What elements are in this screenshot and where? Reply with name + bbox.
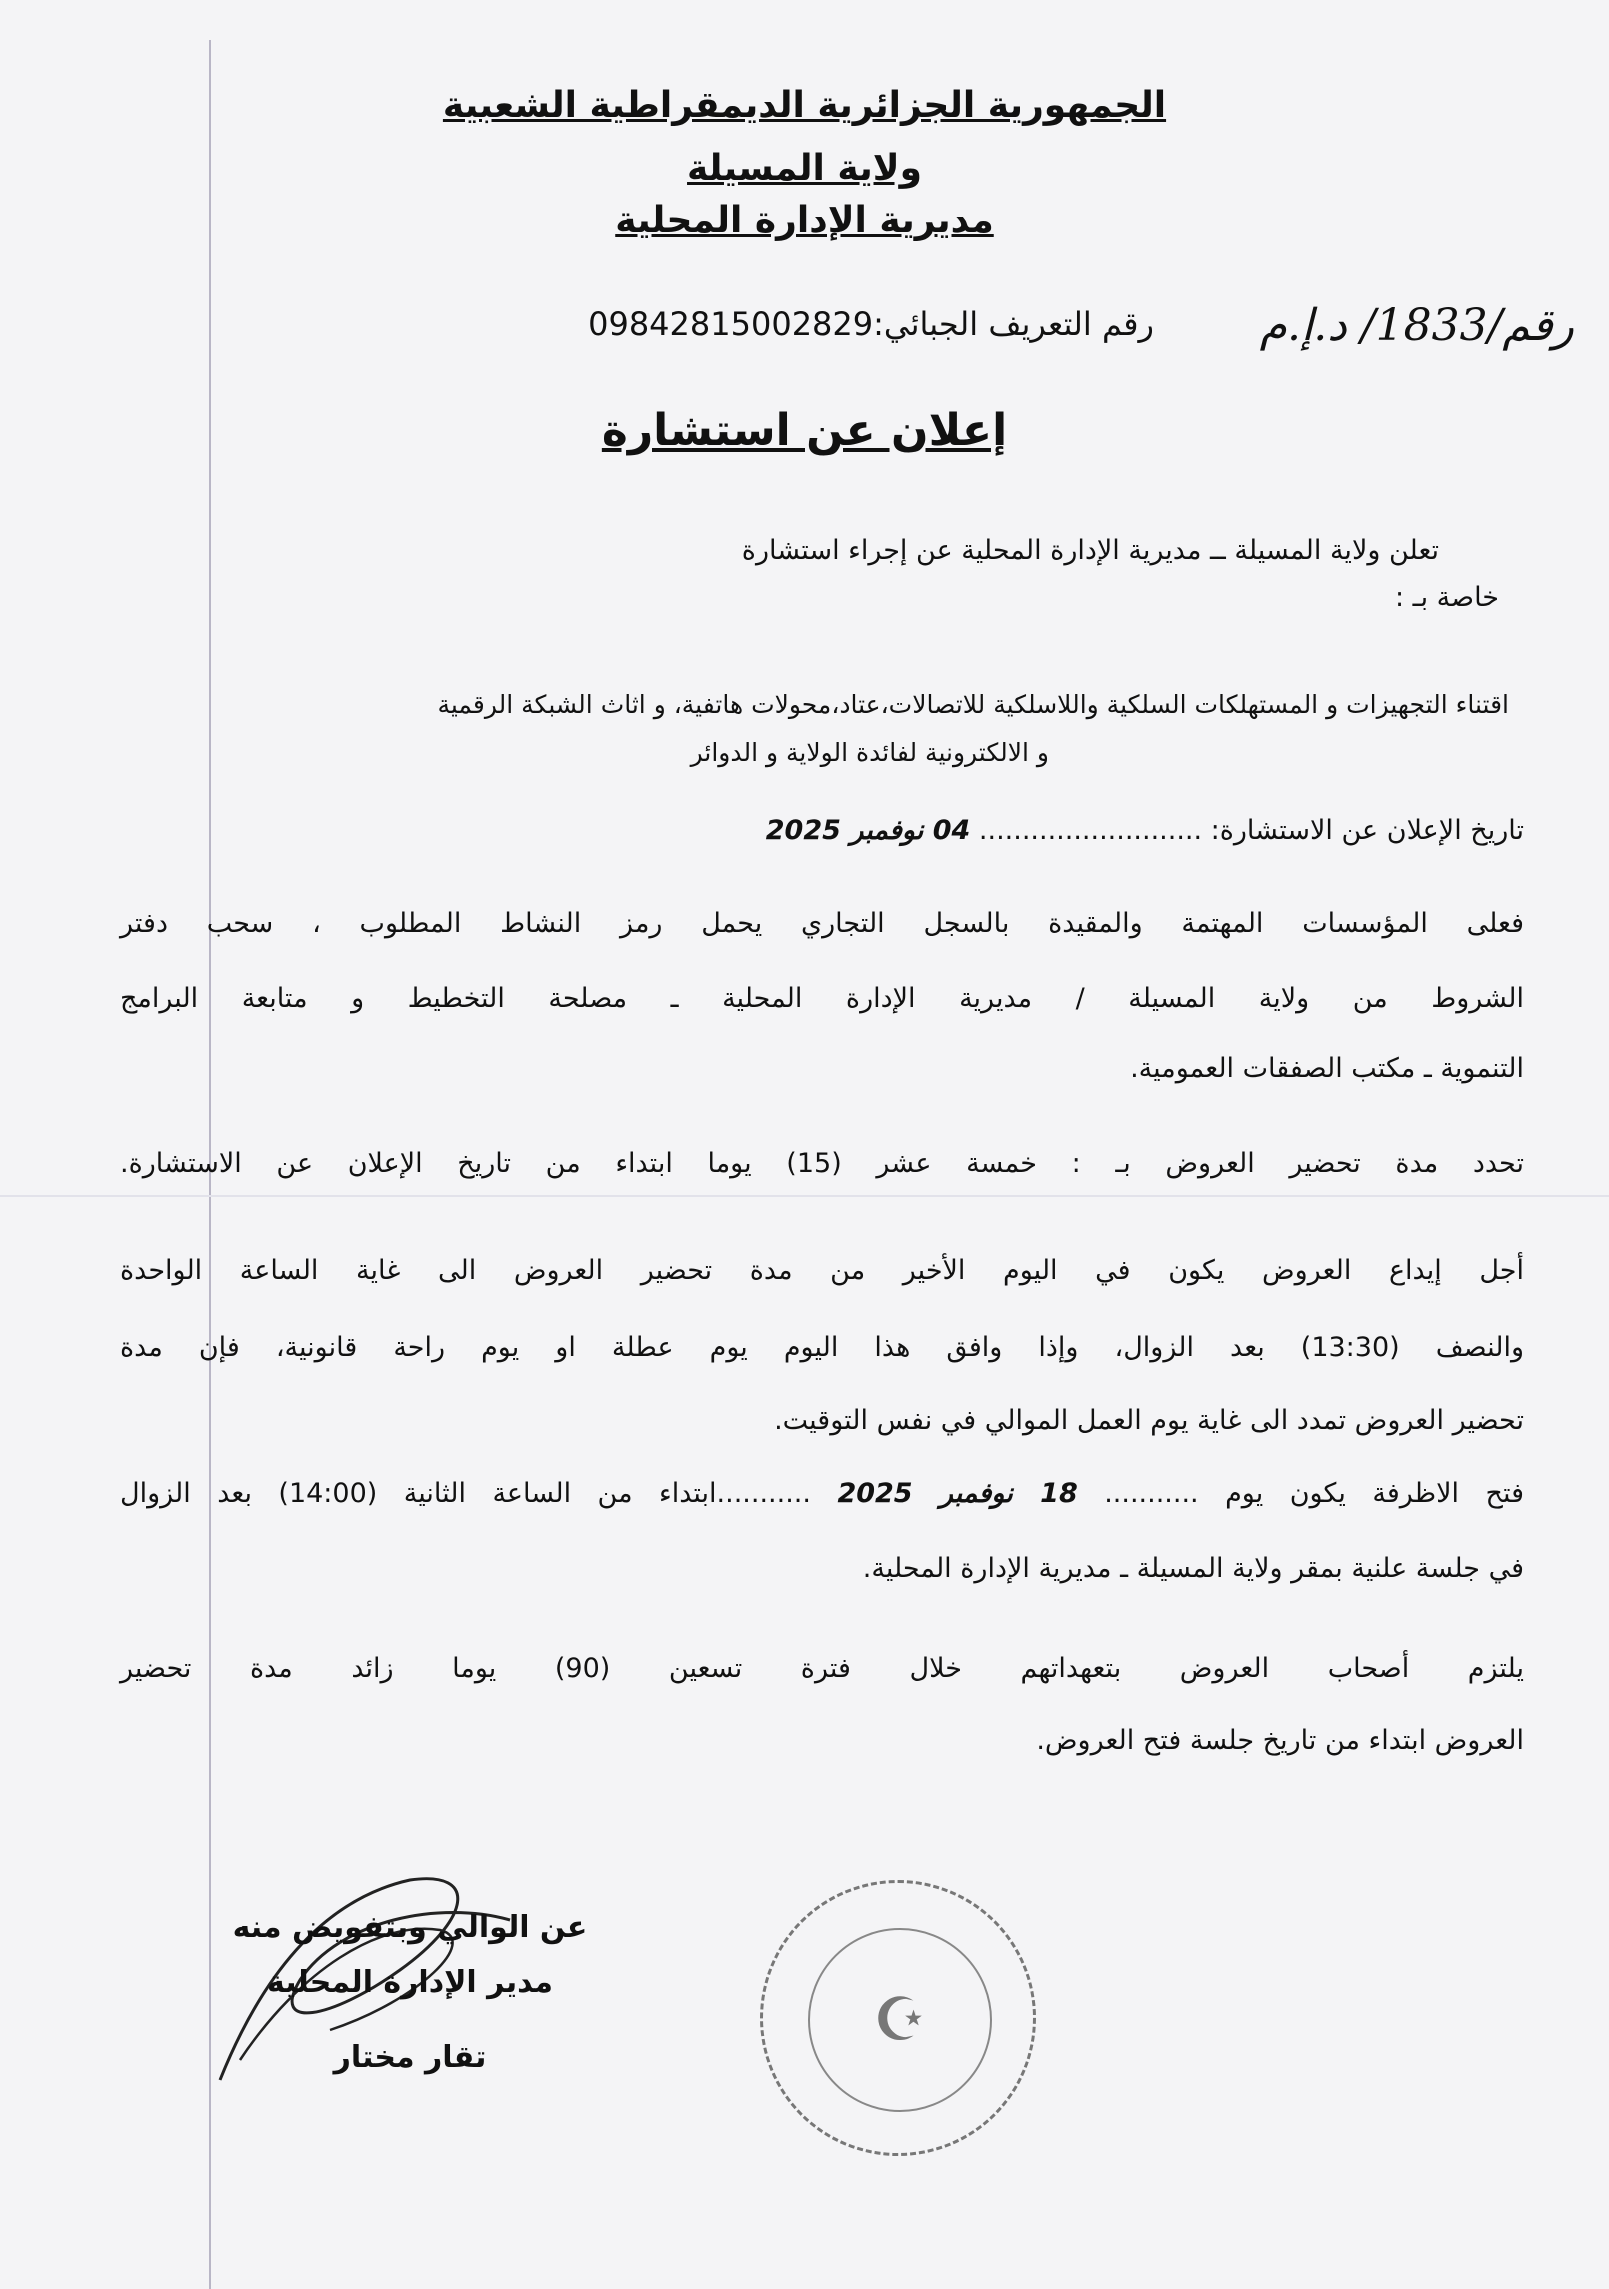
header-republic: الجمهورية الجزائرية الديمقراطية الشعبية (442, 85, 1167, 126)
para1-line-1: فعلى المؤسسات المهتمة والمقيدة بالسجل التجاري يحمل رمز النشاط المطلوب ، سحب دفتر (120, 908, 1524, 939)
date-value: 04 نوفمبر 2025 (765, 815, 971, 846)
signature-block (170, 1910, 650, 2095)
para5-line-1: يلتزم أصحاب العروض بتعهداتهم خلال فترة تسعين (90) يوما زائد مدة تحضير (120, 1653, 1524, 1684)
opening-label: فتح الاظرفة يكون يوم ........... (1104, 1478, 1524, 1509)
opening-time: ...........ابتداء من الساعة الثانية (14:00) بعد الزوال (120, 1478, 811, 1509)
tax-id (588, 305, 1154, 343)
header-wilaya: ولاية المسيلة (687, 148, 922, 189)
tax-id-value: 09842815002829 (588, 305, 874, 343)
announcement-date (766, 815, 1524, 846)
para4-line-2: في جلسة علنية بمقر ولاية المسيلة ـ مديرية الإدارة المحلية. (862, 1553, 1524, 1584)
signatory-name: تقار مختار (333, 2040, 487, 2075)
subject-line-2: و الالكترونية لفائدة الولاية و الدوائر (690, 738, 1049, 767)
para4-line-1 (120, 1478, 1524, 1509)
document-title: إعلان عن استشارة (601, 405, 1008, 456)
crescent-star-emblem-icon: ☪ (808, 1928, 992, 2112)
header-directorate: مديرية الإدارة المحلية (615, 200, 994, 241)
subject-line-1: اقتناء التجهيزات و المستهلكات السلكية واللاسلكية للاتصالات،عتاد،محولات هاتفية، و اثاث الشبكة الرقمية (437, 690, 1509, 719)
intro-line-2: خاصة بـ : (1394, 582, 1499, 613)
intro-line-1: تعلن ولاية المسيلة ــ مديرية الإدارة المحلية عن إجراء استشارة (741, 535, 1439, 566)
para5-line-2: العروض ابتداء من تاريخ جلسة فتح العروض. (1036, 1725, 1524, 1756)
para3-line-1: أجل إيداع العروض يكون في اليوم الأخير من مدة تحضير العروض الى غاية الساعة الواحدة (120, 1255, 1524, 1286)
para3-line-3: تحضير العروض تمدد الى غاية يوم العمل الموالي في نفس التوقيت. (774, 1405, 1524, 1436)
tax-id-label: رقم التعريف الجبائي: (873, 305, 1154, 343)
handwritten-reference: رقم/1833/ د.إ.م (1259, 300, 1574, 351)
signature-line-2: مدير الإدارة المحلية (267, 1965, 553, 2000)
paper-fold (0, 1195, 1609, 1197)
para1-line-2: الشروط من ولاية المسيلة / مديرية الإدارة المحلية ـ مصلحة التخطيط و متابعة البرامج (120, 983, 1524, 1014)
para2: تحدد مدة تحضير العروض بـ : خمسة عشر (15) يوما ابتداء من تاريخ الإعلان عن الاستشارة. (120, 1148, 1524, 1179)
para1-line-3: التنموية ـ مكتب الصفقات العمومية. (1130, 1053, 1524, 1084)
date-label: تاريخ الإعلان عن الاستشارة: .......................... (978, 815, 1524, 846)
signature-line-1: عن الوالي وبتفويض منه (232, 1910, 588, 1945)
para3-line-2: والنصف (13:30) بعد الزوال، وإذا وافق هذا اليوم يوم عطلة او يوم راحة قانونية، فإن مدة (120, 1332, 1524, 1363)
official-stamp (760, 1880, 1036, 2156)
opening-date: 18 نوفمبر 2025 (837, 1478, 1078, 1509)
